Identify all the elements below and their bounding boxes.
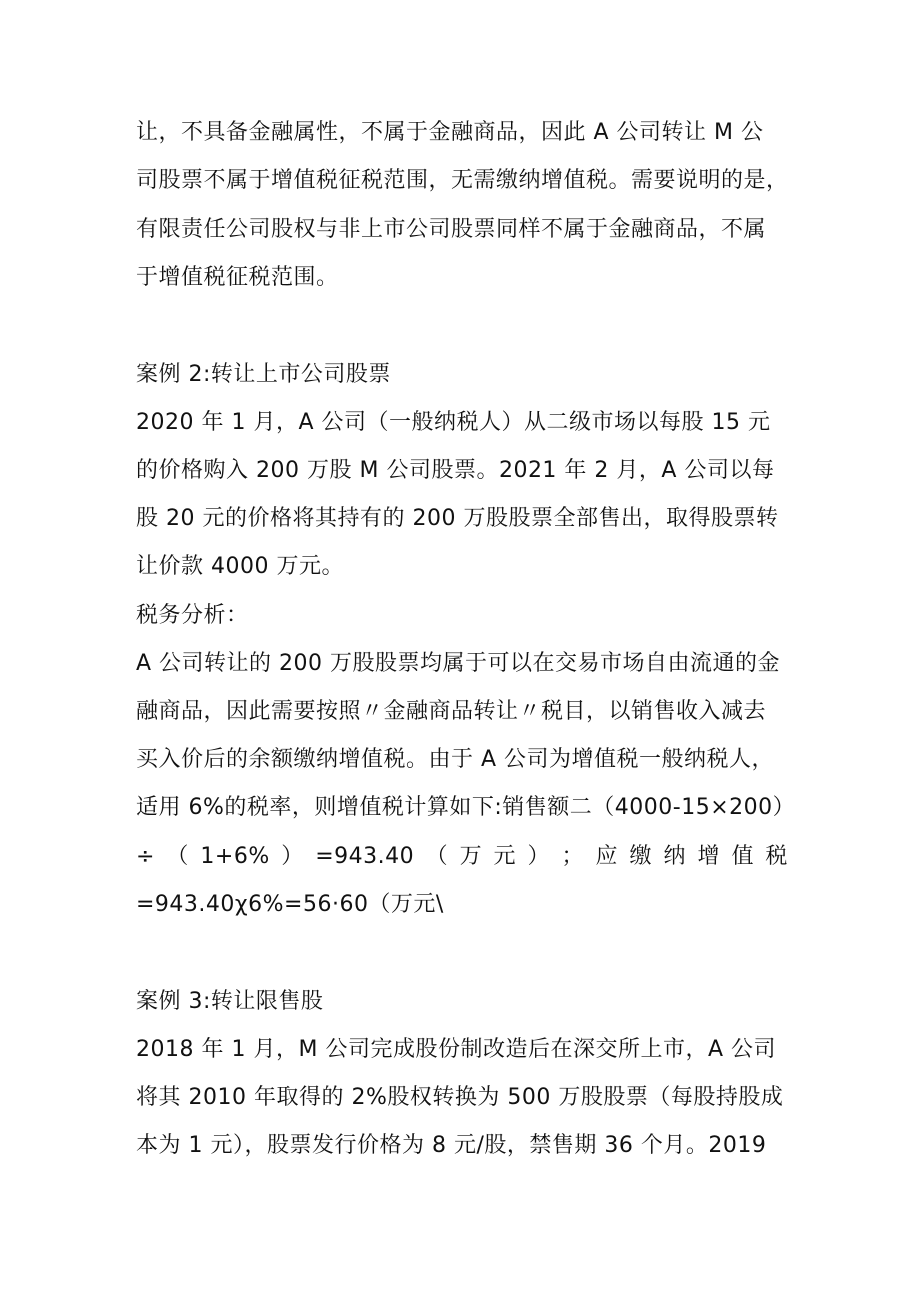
case3-heading: 案例 3:转让限售股 — [136, 989, 324, 1014]
analysis-line-3: 买入价后的余额缴纳增值税。由于 A 公司为增值税一般纳税人， — [136, 747, 775, 772]
analysis-line-5-token: ） — [527, 844, 551, 869]
analysis-line-5-token: 元 — [493, 844, 517, 869]
analysis-line-5-token: 税 — [765, 844, 788, 869]
analysis-line-5-token: 纳 — [663, 844, 686, 869]
case2-para-line-3: 股 20 元的价格将其持有的 200 万股股票全部售出，取得股票转 — [136, 506, 779, 531]
case2-para-line-1: 2020 年 1 月，A 公司（一般纳税人）从二级市场以每股 15 元 — [136, 410, 771, 435]
analysis-line-5-token: ； — [561, 844, 585, 869]
intro-line-1: 让，不具备金融属性，不属于金融商品，因此 A 公司转让 M 公 — [136, 120, 764, 145]
case2-heading: 案例 2:转让上市公司股票 — [136, 362, 391, 387]
analysis-line-5-token: （ — [425, 844, 449, 869]
intro-line-2: 司股票不属于增值税征税范围，无需缴纳增值税。需要说明的是， — [136, 168, 789, 193]
analysis-line-5-token: 增 — [697, 844, 720, 869]
analysis-line-5-token: ） — [281, 844, 304, 869]
case3-para-line-2: 将其 2010 年取得的 2%股权转换为 500 万股股票（每股持股成 — [136, 1085, 784, 1110]
case2-para-line-2: 的价格购入 200 万股 M 公司股票。2021 年 2 月，A 公司以每 — [136, 458, 775, 483]
tax-analysis-label: 税务分析： — [136, 603, 249, 628]
analysis-line-4: 适用 6%的税率，则增值税计算如下:销售额二（4000-15×200） — [136, 795, 796, 820]
intro-line-3: 有限责任公司股权与非上市公司股票同样不属于金融商品，不属 — [136, 217, 767, 242]
intro-line-4: 于增值税征税范围。 — [136, 265, 339, 290]
analysis-line-5-token: ÷ — [136, 844, 155, 869]
analysis-line-5-token: =943.40 — [315, 844, 415, 869]
analysis-line-5-token: 万 — [459, 844, 483, 869]
analysis-line-5-token: 1+6% — [200, 844, 270, 869]
case2-para-line-4: 让价款 4000 万元。 — [136, 554, 344, 579]
case3-para-line-1: 2018 年 1 月，M 公司完成股份制改造后在深交所上市，A 公司 — [136, 1037, 776, 1062]
case3-para-line-3: 本为 1 元），股票发行价格为 8 元/股，禁售期 36 个月。2019 — [136, 1133, 767, 1158]
analysis-line-6: =943.40χ6%=56·60（万元\ — [136, 892, 444, 917]
analysis-line-5-token: 缴 — [629, 844, 652, 869]
analysis-line-5 — [136, 837, 788, 877]
analysis-line-5-token: 应 — [595, 844, 619, 869]
analysis-line-5-token: 值 — [731, 844, 754, 869]
analysis-line-2: 融商品，因此需要按照〃金融商品转让〃税目，以销售收入减去 — [136, 699, 767, 724]
analysis-line-5-token: （ — [166, 844, 189, 869]
analysis-line-1: A 公司转让的 200 万股股票均属于可以在交易市场自由流通的金 — [136, 651, 781, 676]
